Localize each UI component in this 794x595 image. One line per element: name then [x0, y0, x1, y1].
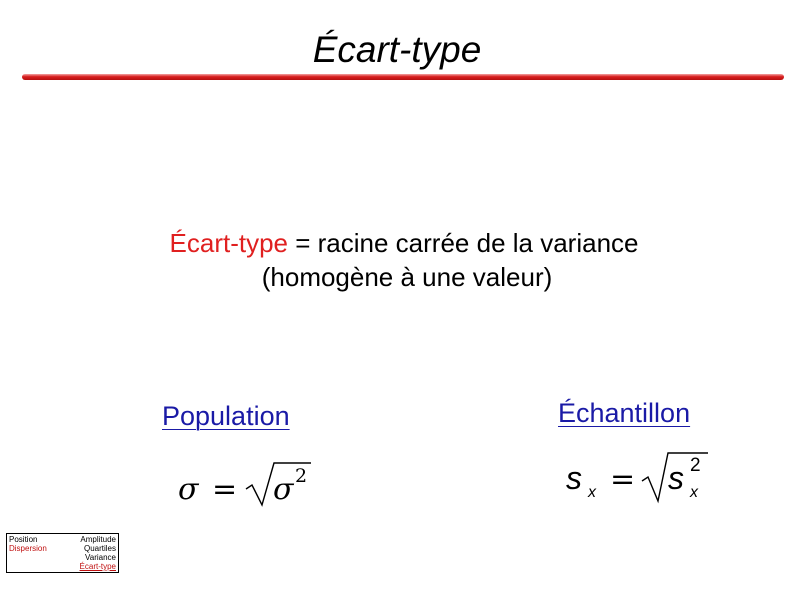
definition-rest: = racine carrée de la variance	[288, 228, 639, 258]
echantillon-radicand: s	[668, 460, 684, 496]
population-radicand: σ	[273, 472, 294, 507]
population-lhs: σ	[178, 472, 199, 507]
navigation-legend	[6, 533, 119, 573]
echantillon-formula-svg	[562, 447, 712, 507]
echantillon-lhs-sub: x	[588, 484, 596, 501]
echantillon-formula	[562, 447, 712, 507]
population-exponent: 2	[295, 465, 308, 487]
population-link[interactable]: Population	[162, 401, 290, 431]
legend-item-quartiles[interactable]: Quartiles	[83, 544, 116, 553]
echantillon-link[interactable]: Échantillon	[558, 398, 691, 428]
legend-item-ecart-type[interactable]: Écart-type	[79, 562, 116, 571]
legend-item-position[interactable]: Position	[9, 535, 38, 544]
population-equals: =	[212, 472, 238, 507]
definition-line-1	[0, 226, 794, 260]
echantillon-lhs: s	[566, 460, 582, 496]
definition-text	[0, 226, 794, 294]
legend-item-variance[interactable]: Variance	[85, 553, 116, 562]
legend-right-column	[80, 535, 116, 571]
legend-left-column	[9, 535, 47, 553]
slide-title: Écart-type	[312, 29, 482, 70]
legend-item-amplitude[interactable]: Amplitude	[80, 535, 116, 544]
legend-item-dispersion[interactable]: Dispersion	[9, 544, 47, 553]
echantillon-equals: =	[610, 462, 636, 497]
population-formula-svg	[174, 455, 314, 507]
definition-term: Écart-type	[169, 228, 289, 258]
echantillon-radicand-sub: x	[690, 484, 698, 501]
definition-line-2: (homogène à une valeur)	[261, 262, 553, 292]
population-formula	[174, 455, 314, 507]
echantillon-exponent: 2	[690, 455, 701, 476]
title-underline	[22, 74, 784, 80]
